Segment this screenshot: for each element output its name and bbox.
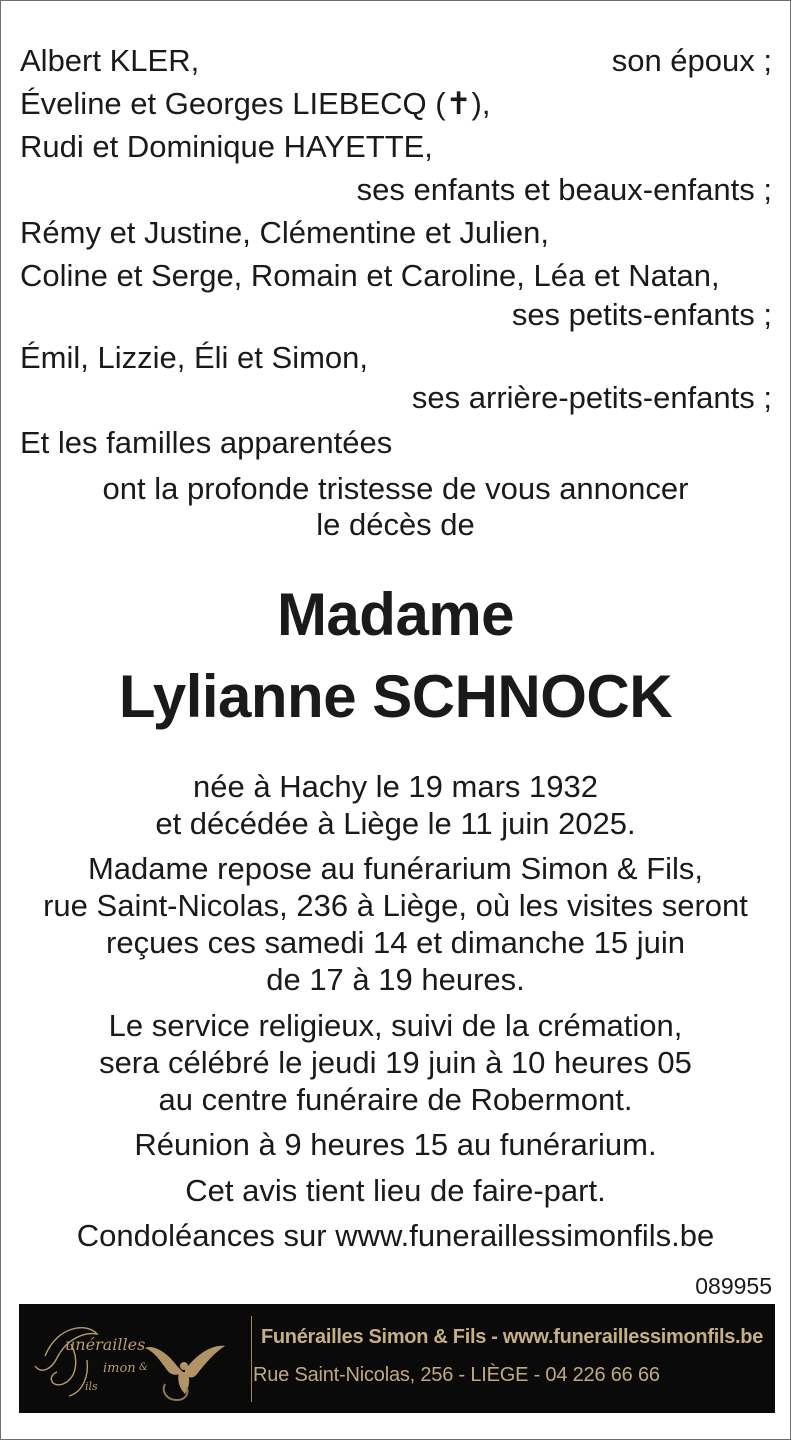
service-line-1: Le service religieux, suivi de la crémation, bbox=[108, 1008, 683, 1043]
service-line-3: au centre funéraire de Robermont. bbox=[158, 1082, 633, 1117]
birth-line: née à Hachy le 19 mars 1932 bbox=[193, 769, 598, 804]
family-line-great-grandchildren: Émil, Lizzie, Éli et Simon, bbox=[20, 340, 368, 375]
family-role-children: ses enfants et beaux-enfants ; bbox=[356, 172, 772, 207]
condolences-line: Condoléances sur www.funeraillessimonfils.be bbox=[76, 1218, 715, 1253]
deceased-name: Lylianne SCHNOCK bbox=[118, 663, 673, 730]
rest-line-1: Madame repose au funérarium Simon & Fils, bbox=[87, 851, 704, 886]
notice-line: Cet avis tient lieu de faire-part. bbox=[185, 1173, 606, 1208]
family-role-great-grandchildren: ses arrière-petits-enfants ; bbox=[411, 380, 772, 415]
death-line: et décédée à Liège le 11 juin 2025. bbox=[155, 806, 636, 841]
rest-line-3: reçues ces samedi 14 et dimanche 15 juin bbox=[106, 925, 685, 960]
svg-text:imon: imon bbox=[103, 1361, 136, 1376]
svg-text:unérailles: unérailles bbox=[65, 1335, 146, 1354]
rest-line-2: rue Saint-Nicolas, 236 à Liège, où les visites seront bbox=[43, 888, 748, 923]
family-line-child-2: Rudi et Dominique HAYETTE, bbox=[20, 129, 433, 164]
announcement-line-1: ont la profonde tristesse de vous annoncer bbox=[102, 471, 689, 506]
family-line-grandchildren-1: Rémy et Justine, Clémentine et Julien, bbox=[20, 215, 549, 250]
service-line-2: sera célébré le jeudi 19 juin à 10 heures 05 bbox=[99, 1045, 692, 1080]
banner-company-line: Funérailles Simon & Fils - www.funeraillessimonfils.be bbox=[260, 1326, 764, 1348]
deceased-title: Madame bbox=[276, 581, 515, 648]
family-line-child-1: Éveline et Georges LIEBECQ (✝), bbox=[20, 86, 491, 121]
family-role-spouse: son époux ; bbox=[611, 43, 772, 78]
banner-divider bbox=[251, 1316, 252, 1402]
announcement-line-2: le décès de bbox=[316, 507, 475, 542]
family-role-grandchildren: ses petits-enfants ; bbox=[511, 297, 772, 332]
svg-text:&: & bbox=[139, 1362, 148, 1373]
gathering-line: Réunion à 9 heures 15 au funérarium. bbox=[134, 1127, 657, 1162]
funeral-home-logo bbox=[27, 1314, 237, 1406]
banner-address-line: Rue Saint-Nicolas, 256 - LIÈGE - 04 226 66 66 bbox=[253, 1364, 660, 1386]
rest-line-4: de 17 à 19 heures. bbox=[266, 962, 525, 997]
svg-text:ils: ils bbox=[85, 1380, 98, 1393]
reference-number: 089955 bbox=[695, 1273, 772, 1299]
family-line-relatives: Et les familles apparentées bbox=[20, 425, 393, 460]
dove-icon bbox=[145, 1346, 225, 1394]
family-line-spouse: Albert KLER, bbox=[20, 43, 200, 78]
funeral-home-banner bbox=[19, 1304, 775, 1413]
family-line-grandchildren-2: Coline et Serge, Romain et Caroline, Léa et Natan, bbox=[20, 258, 720, 293]
